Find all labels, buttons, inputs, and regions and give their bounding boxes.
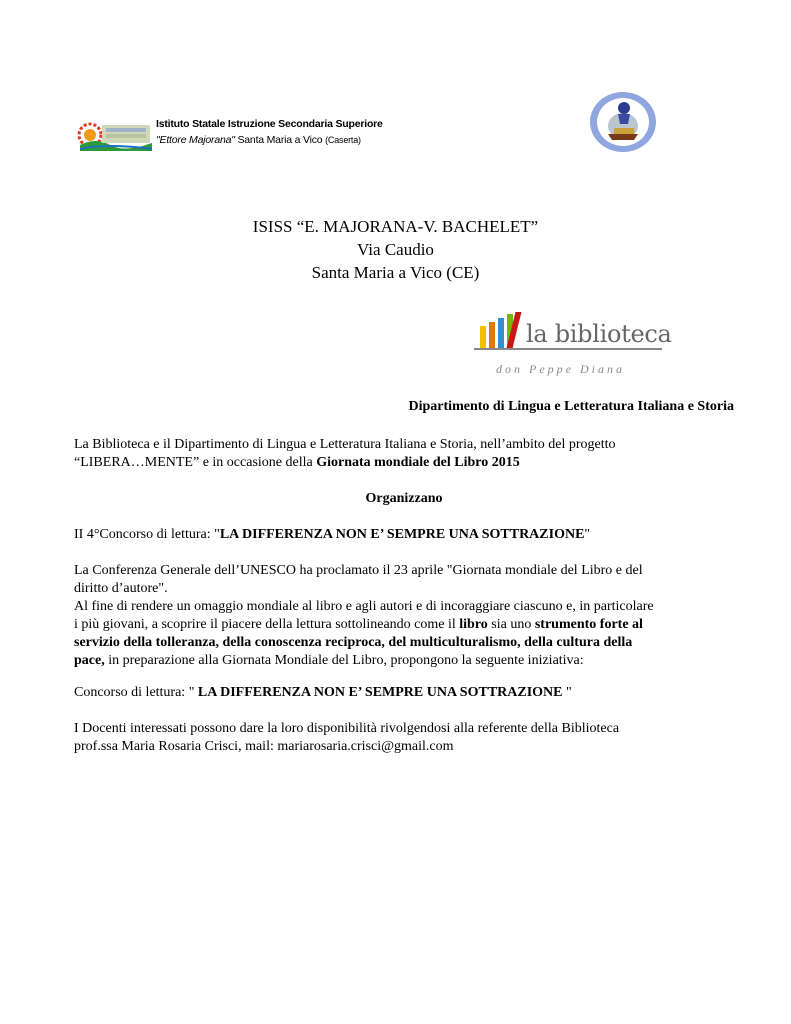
fine-bold-libro: libro (459, 617, 488, 632)
unesco-line-1: La Conferenza Generale dell’UNESCO ha proclamato il 23 aprile "Giornata mondiale del Libro e del (74, 563, 643, 578)
contest-prefix: II 4°Concorso di lettura: " (74, 527, 220, 542)
intro-line-1: La Biblioteca e il Dipartimento di Lingua e Letteratura Italiana e Storia, nell’ambito del progetto (74, 437, 616, 452)
library-logo-underline (474, 348, 662, 350)
fine-bold-pace: pace, (74, 653, 105, 668)
unesco-paragraph (74, 562, 734, 670)
intro-text: “LIBERA…MENTE” e in occasione della (74, 455, 317, 470)
teachers-paragraph (74, 720, 734, 756)
school-emblem-icon (76, 115, 154, 155)
book-bar (480, 326, 486, 348)
event-name: Giornata mondiale del Libro 2015 (316, 455, 520, 470)
school-province: (Caserta) (325, 135, 361, 145)
fine-bold-servizio: servizio della tolleranza, della conoscenza reciproca, del multiculturalismo, della cultura della (74, 635, 633, 650)
fine-line-3 (74, 634, 734, 652)
title-block (0, 215, 791, 284)
teachers-line-1: I Docenti interessati possono dare la loro disponibilità rivolgendosi alla referente della Biblioteca (74, 721, 620, 736)
contest-suffix: " (584, 527, 591, 542)
fine-bold-strumento: strumento forte al (534, 617, 643, 632)
department-heading (74, 398, 734, 416)
teachers-line-2: prof.ssa Maria Rosaria Crisci, mail: mariarosaria.crisci@gmail.com (74, 739, 454, 754)
library-subtitle: don Peppe Diana (496, 362, 625, 376)
school-subtitle-line (156, 131, 371, 149)
contest2-suffix: " (562, 685, 572, 700)
institute-city: Santa Maria a Vico (CE) (311, 263, 480, 282)
contest-line-1 (74, 526, 734, 544)
contest-title: LA DIFFERENZA NON E’ SEMPRE UNA SOTTRAZIONE (219, 527, 585, 542)
fine-text-a: i più giovani, a scoprire il piacere della lettura sottolineando come il (74, 617, 460, 632)
contest2-title: LA DIFFERENZA NON E’ SEMPRE UNA SOTTRAZIONE (197, 685, 563, 700)
intro-line-2 (74, 454, 734, 472)
fine-text-c: sia uno (487, 617, 535, 632)
department-name: Dipartimento di Lingua e Letteratura Italiana e Storia (408, 399, 734, 414)
organizzano-heading (74, 490, 734, 508)
school-name-line: Istituto Statale Istruzione Secondaria Superiore (156, 118, 383, 130)
book-bar (489, 322, 495, 348)
intro-paragraph (74, 436, 734, 472)
school-quoted-name: "Ettore Majorana" (156, 134, 235, 146)
fine-text-4: in preparazione alla Giornata Mondiale del Libro, propongono la seguente iniziativa: (104, 653, 584, 668)
library-logo (474, 310, 672, 380)
book-bar (498, 318, 504, 348)
book-bars-icon (474, 310, 534, 350)
unesco-line-2: diritto d’autore". (74, 581, 168, 596)
fine-line-2 (74, 616, 734, 634)
institute-street: Via Caudio (357, 240, 434, 259)
school-seal-icon (588, 90, 658, 154)
contest-line-2 (74, 684, 734, 702)
contest2-prefix: Concorso di lettura: " (74, 685, 198, 700)
fine-line-1: Al fine di rendere un omaggio mondiale al libro e agli autori e di incoraggiare ciascuno e, in particolare (74, 599, 654, 614)
organizzano-label: Organizzano (365, 491, 443, 506)
fine-line-4 (74, 652, 734, 670)
school-logo (76, 115, 383, 155)
library-name: la biblioteca (526, 320, 672, 348)
institute-title: ISISS “E. MAJORANA-V. BACHELET” (252, 217, 539, 236)
school-place: Santa Maria a Vico (234, 134, 326, 146)
